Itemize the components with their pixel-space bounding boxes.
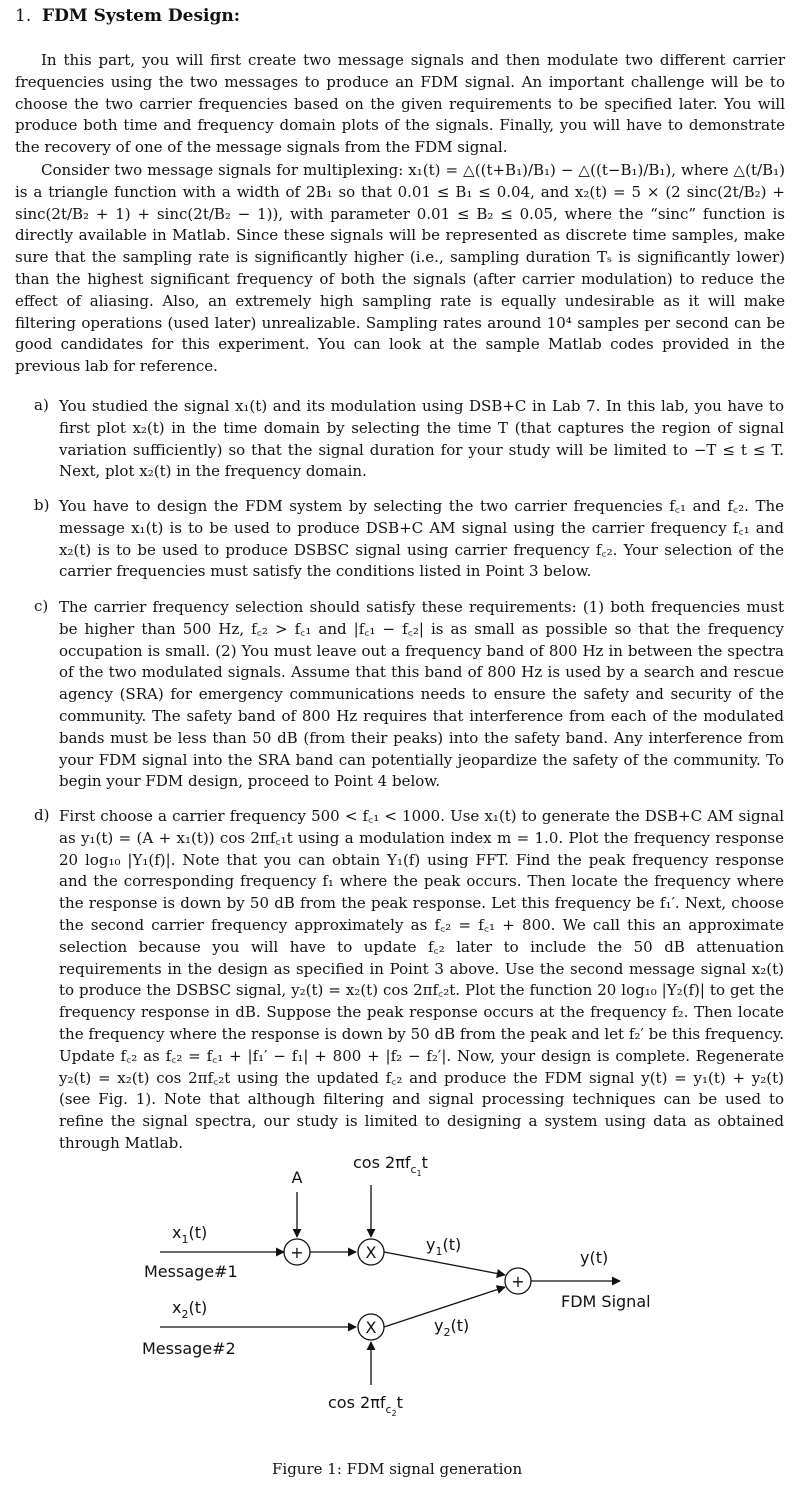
figure-caption: Figure 1: FDM signal generation [272, 1460, 523, 1478]
label-y1: $y_1(t)$ [426, 1235, 462, 1258]
mixer-1-symbol: X [365, 1243, 377, 1262]
label-x1: $x_1(t)$ [172, 1223, 208, 1246]
y2-arrow [384, 1287, 505, 1327]
item-label: a) [34, 396, 49, 414]
y1-arrow [384, 1252, 505, 1275]
adder-2-symbol: + [511, 1272, 525, 1291]
label-message-1: Message#1 [144, 1262, 238, 1281]
item-label: b) [34, 496, 50, 514]
intro-paragraph-2: Consider two message signals for multiplexing: x₁(t) = △((t+B₁)/B₁) − △((t−B₁)/B₁), where △(t/B₁) is a triangle function with a width of 2B₁ so that 0.01 ≤ B₁ ≤ 0.04, and x₂(t) = 5 × (2 sinc(2t/B₂) + sinc(2t/B₂ + 1) + sinc(2t/B₂ − 1)), with parameter 0.01 ≤ B₂ ≤ 0.05, where the “sinc” function is directly available in Matlab. Since these signals will be represented as discrete time samples, make sure that the sampling rate is significantly higher (i.e., sampling duration Tₛ is significantly lower) than the highest significant frequency of both the signals (after carrier modulation) to reduce the effect of aliasing. Also, an extremely high sampling rate is equally undesirable as it will make filtering operations (used later) unrealizable. Sampling rates around 10⁴ samples per second can be good candidates for this experiment. You can look at the sample Matlab codes provided in the previous lab for reference. [15, 161, 785, 376]
mixer-2-symbol: X [365, 1318, 377, 1337]
label-message-2: Message#2 [142, 1339, 236, 1358]
label-y2: $y_2(t)$ [434, 1316, 470, 1339]
item-text: The carrier frequency selection should satisfy these requirements: (1) both frequencies must be higher than 500 Hz, f꜀₂ > f꜀₁ and |f꜀₁ − f꜀₂| is as small as possible so that the frequency occupation is small. (2) You must leave out a frequency band of 800 Hz in between the spectra of the two modulated signals. Assume that this band of 800 Hz is used by a search and rescue agency (SRA) for emergency communications needs to ensure the safety and security of the community. The safety band of 800 Hz requires that interference from each of the modulated bands must be less than 50 dB (from their peaks) into the safety band. Any interference from your FDM signal into the SRA band can potentially jeopardize the safety of the community. To begin your FDM design, proceed to Point 4 below. [59, 598, 784, 791]
section-heading [15, 6, 240, 26]
adder-1-symbol: + [290, 1243, 304, 1262]
label-a: A [291, 1168, 303, 1187]
label-carrier-1: $\cos 2\pi f_c1t$ [353, 1153, 428, 1178]
section-number: 1. [15, 6, 32, 26]
section-title: FDM System Design: [42, 6, 241, 26]
item-label: c) [34, 597, 49, 615]
label-y-output: y(t) [580, 1248, 609, 1267]
item-text: You studied the signal x₁(t) and its modulation using DSB+C in Lab 7. In this lab, you have to first plot x₂(t) in the time domain by selecting the time T (that captures the region of signal variation sufficiently) so that the signal duration for your study will be limited to −T ≤ t ≤ T. Next, plot x₂(t) in the frequency domain. [59, 397, 784, 481]
intro-paragraph-1: In this part, you will first create two message signals and then modulate two different carrier frequencies using the two messages to produce an FDM signal. An important challenge will be to choose the two carrier frequencies based on the given requirements to be specified later. You will produce both time and frequency domain plots of the signals. Finally, you will have to demonstrate the recovery of one of the message signals from the FDM signal. [15, 51, 785, 157]
item-text: First choose a carrier frequency 500 < f꜀₁ < 1000. Use x₁(t) to generate the DSB+C AM signal as y₁(t) = (A + x₁(t)) cos 2πf꜀₁t using a modulation index m = 1.0. Plot the frequency response 20 log₁₀ |Y₁(f)|. Note that you can obtain Y₁(f) using FFT. Find the peak frequency response and the corresponding frequency f₁ where the peak occurs. Then locate the frequency where the response is down by 50 dB from the peak response. Let this frequency be f₁′. Next, choose the second carrier frequency approximately as f꜀₂ = f꜀₁ + 800. We call this an approximate selection because you will have to update f꜀₂ later to include the 50 dB attenuation requirements in the design as specified in Point 3 above. Use the second message signal x₂(t) to produce the DSBSC signal, y₂(t) = x₂(t) cos 2πf꜀₂t. Plot the function 20 log₁₀ |Y₂(f)| to get the frequency response in dB. Suppose the peak response occurs at the frequency f₂. Then locate the frequency where the response is down by 50 dB from the peak and let f₂′ be this frequency. Update f꜀₂ as f꜀₂ = f꜀₁ + |f₁′ − f₁| + 800 + |f₂ − f₂′|. Now, your design is complete. Regenerate y₂(t) = x₂(t) cos 2πf꜀₂t using the updated f꜀₂ and produce the FDM signal y(t) = y₁(t) + y₂(t) (see Fig. 1). Note that although filtering and signal processing techniques can be used to refine the signal spectra, our study is limited to designing a system using data as obtained through Matlab. [59, 807, 784, 1152]
fdm-block-diagram [120, 1150, 680, 1440]
item-text: You have to design the FDM system by selecting the two carrier frequencies f꜀₁ and f꜀₂. The message x₁(t) is to be used to produce DSB+C AM signal using the carrier frequency f꜀₁ and x₂(t) is to be used to produce DSBSC signal using carrier frequency f꜀₂. Your selection of the carrier frequencies must satisfy the conditions listed in Point 3 below. [59, 497, 784, 581]
label-carrier-2: $\cos 2\pi f_c2t$ [328, 1393, 403, 1418]
label-fdm-signal: FDM Signal [561, 1292, 651, 1311]
item-label: d) [34, 806, 50, 824]
label-x2: $x_2(t)$ [172, 1298, 208, 1321]
